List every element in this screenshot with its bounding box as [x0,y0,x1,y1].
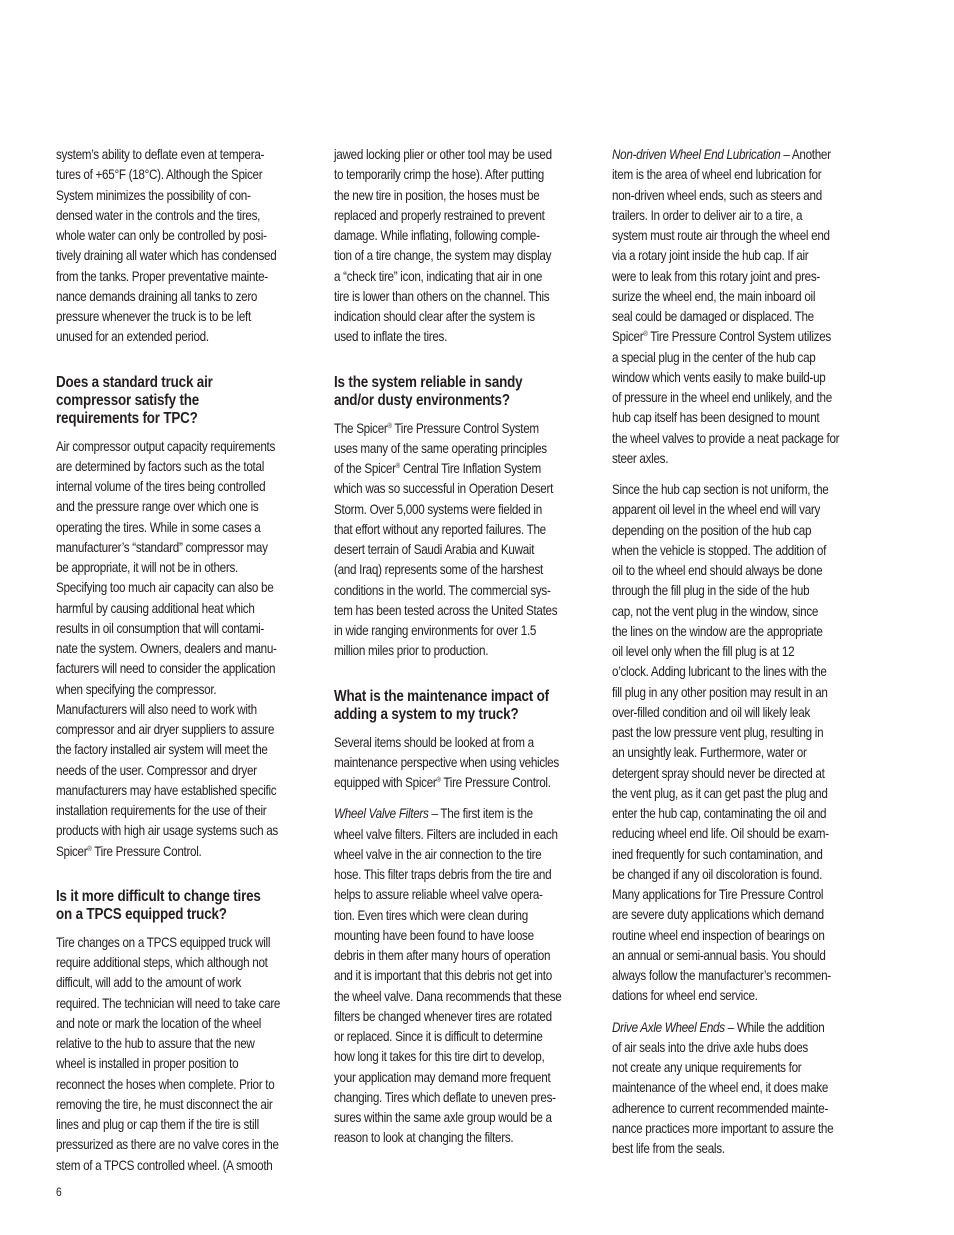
text-line: difficult, will add to the amount of work [56,975,241,991]
text-line: from the tanks. Proper preventative mainte- [56,268,268,284]
c1-paragraph-3 [56,933,318,1176]
text-line: products with high air usage systems such as [56,823,278,839]
text-line: a special plug in the center of the hub cap [612,349,816,365]
text-line: million miles prior to production. [334,643,489,659]
text-line: in wide ranging environments for over 1.5 [334,623,537,638]
text-line: apparent oil level in the wheel end will vary [612,502,821,518]
c2-paragraph-wheel-valve-filters: Wheel Valve Filters – The first item is the wheel valve filters. Filters are included in each wheel valve in the air connection to the tire hose. This filter traps debris from the tire and helps to assure reliable wheel valve opera- tion. Even tires which were clean during mounting have been found to have loose debris in them after many hours of operation and it is important that this debris not get into the wheel valve. Dana recommends that these filters be changed whenever tires are rotated or replaced. Since it is difficult to determine how long it takes for this tire dirt to develop, your application may demand more frequent changing. Tires which deflate to uneven pres- sures within the same axle group would be a reason to look at changing the filters. [334,804,596,1148]
text-line: filters be changed whenever tires are rotated [334,1008,552,1024]
text-line: and the pressure range over which one is [56,499,259,515]
text-line: whole water can only be controlled by posi- [56,228,267,243]
text-line: and note or mark the location of the wheel [56,1015,262,1031]
text-line: which was so successful in Operation Desert [334,481,554,497]
text-line: a “check tire” icon, indicating that air in one [334,268,543,284]
text-line: and/or dusty environments? [334,391,510,409]
text-line: tire is lower than others on the channel. This [334,288,550,304]
text-line: item is the area of wheel end lubrication for [612,167,822,183]
text-line: your application may demand more frequent [334,1069,551,1085]
text-line: Manufacturers will also need to work with [56,701,257,717]
text-line: enter the hub cap, contaminating the oil and [612,806,827,821]
registered-mark: ® [643,331,648,339]
text-line: oil to the wheel end should always be done [612,563,823,578]
text-line: the wheel valves to provide a neat package for [612,430,840,446]
text-line: surize the wheel end, the main inboard oil [612,288,816,304]
text-line: compressor satisfy the [56,391,200,409]
c1-heading-compressor [56,374,318,428]
text-line: operating the tires. While in some cases a [56,519,261,535]
text-line: reason to look at changing the filters. [334,1130,514,1146]
text-line: hose. This filter traps debris from the tire and [334,867,552,882]
text-line: system’s ability to deflate even at tempera- [56,147,265,162]
c2-heading-sandy [334,374,596,410]
registered-mark: ® [395,463,400,470]
text-line: be changed if any oil discoloration is found. [612,866,823,882]
text-line: fill plug in any other position may result in an [612,684,828,700]
text-line: hub cap itself has been designed to mount [612,410,820,426]
text-line: helps to assure reliable wheel valve opera- [334,887,543,903]
text-line: adding a system to my truck? [334,705,519,723]
registered-mark: ® [436,777,441,784]
text-line: sures within the same axle group would be a [334,1110,552,1125]
text-line: be appropriate, it will not be in others. [56,560,238,575]
text-line: reconnect the hoses when complete. Prior to [56,1076,275,1092]
text-line: are severe duty applications which demand [612,907,824,923]
column-2 [334,145,596,1160]
c1-heading-change-tires [56,888,318,924]
text-line: densed water in the controls and the tires, [56,207,261,223]
text-line: to temporarily crimp the hose). After putting [334,167,544,183]
text-line: are determined by factors such as the total [56,458,264,474]
text-line: cap, not the vent plug in the window, since [612,603,819,619]
text-line: wheel is installed in proper position to [56,1056,239,1072]
text-line: oil level only when the fill plug is at 12 [612,644,795,659]
c2-heading-maintenance [334,688,596,724]
text-line: maintenance of the wheel end, it does make [612,1080,829,1096]
text-line: installation requirements for the use of their [56,803,267,818]
text-line: indication should clear after the system is [334,309,535,324]
text-line: over-filled condition and oil will likely leak [612,704,810,720]
text-line: of pressure in the wheel end unlikely, and the [612,390,832,405]
text-line: maintenance perspective when using vehicles [334,754,559,770]
text-line: debris in them after many hours of operation [334,948,551,963]
text-line: tively draining all water which has condensed [56,248,277,264]
text-line: conditions in the world. The commercial sys- [334,582,551,598]
text-line: when the vehicle is stopped. The addition of [612,542,827,558]
c3-paragraph-drive-axle: Drive Axle Wheel Ends – While the addition of air seals into the drive axle hubs does not create any unique requirements for maintenance of the wheel end, it does make adherence to current recommended mainte- nance practices more important to assure the best life from the seals. [612,1018,874,1160]
text-line: routine wheel end inspection of bearings on [612,927,825,943]
text-line: an unsightly leak. Furthermore, water or [612,745,807,761]
column-1 [56,145,318,1187]
registered-mark: ® [87,845,92,853]
text-line: on a TPCS equipped truck? [56,905,227,923]
text-line: non-driven wheel ends, such as steers and [612,187,822,203]
text-line: best life from the seals. [612,1141,725,1156]
text-line: System minimizes the possibility of con- [56,187,251,203]
text-line: steer axles. [612,450,669,466]
column-3 [612,145,874,1170]
text-line: the new tire in position, the hoses must be [334,187,540,203]
text-line: detergent spray should never be directed at [612,765,825,781]
text-line: unused for an extended period. [56,329,209,345]
text-line: Many applications for Tire Pressure Control [612,887,824,902]
c1-paragraph-1 [56,145,318,348]
text-line: changing. Tires which deflate to uneven pres- [334,1089,556,1105]
text-line: of air seals into the drive axle hubs does [612,1039,808,1055]
text-line: always follow the manufacturer’s recommen- [612,968,831,983]
text-line: removing the tire, he must disconnect the air [56,1096,273,1112]
text-line: depending on the position of the hub cap [612,522,812,538]
text-line: required. The technician will need to take care [56,995,281,1011]
text-line: the lines on the window are the appropriate [612,623,823,639]
c3-paragraph-lubrication: Non-driven Wheel End Lubrication – Another item is the area of wheel end lubrication for non-driven wheel ends, such as steers and trailers. In order to deliver air to a tire, a system must route air through the wheel end via a rotary joint inside the hub cap. If air were to leak from this rotary joint and pres- surize the wheel end, the main inboard oil seal could be damaged or displaced. The Spicer® Tire Pressure Control System utilizes a special plug in the center of the hub cap window which vents easily to make build-up of pressure in the wheel end unlikely, and the hub cap itself has been designed to mount the wheel valves to provide a neat package for steer axles. [612,145,874,469]
text-line: jawed locking plier or other tool may be used [334,147,552,162]
text-line: stem of a TPCS controlled wheel. (A smooth [56,1157,273,1173]
text-line: Air compressor output capacity requirements [56,438,276,454]
text-line: tures of +65°F (18°C). Although the Spicer [56,167,263,183]
text-line: lines and plug or cap them if the tire is still [56,1117,259,1132]
text-line: adherence to current recommended mainte- [612,1100,829,1116]
text-line: wheel valve in the air connection to the tire [334,846,542,862]
text-line: o’clock. Adding lubricant to the lines with the [612,664,827,680]
text-line: Since the hub cap section is not uniform, the [612,482,829,497]
text-line: pressure whenever the truck is to be left [56,309,251,324]
text-line: nate the system. Owners, dealers and manu- [56,641,277,656]
text-line: Is the system reliable in sandy [334,373,523,391]
text-line: Several items should be looked at from a [334,734,534,750]
text-line: What is the maintenance impact of [334,687,549,705]
registered-mark: ® [387,422,392,430]
text-line: seal could be damaged or displaced. The [612,309,814,324]
text-line: the vent plug, as it can get past the plug and [612,785,828,801]
text-line: or replaced. Since it is difficult to determine [334,1029,543,1044]
c1-paragraph-2: Air compressor output capacity requirements are determined by factors such as the total internal volume of the tires being controlled and the pressure range over which one is operating the tires. While in some cases a manufacturer’s “standard” compressor may be appropriate, it will not be in others. Specifying too much air capacity can also be harmful by causing additional heat which results in oil consumption that will contami- nate the system. Owners, dealers and manu- facturers will need to consider the application when specifying the compressor. Manufacturers will also need to work with compressor and air dryer suppliers to assure the factory installed air system will meet the needs of the user. Compressor and dryer manufacturers may have established specific installation requirements for the use of their products with high air usage systems such as Spicer® Tire Pressure Control. [56,437,318,862]
text-line: Tire changes on a TPCS equipped truck will [56,934,271,950]
text-line: nance demands draining all tanks to zero [56,288,258,304]
text-line: the wheel valve. Dana recommends that these [334,988,562,1004]
text-line: nance practices more important to assure the [612,1120,834,1136]
c3-paragraph-hub-cap [612,480,874,1007]
text-line: via a rotary joint inside the hub cap. If air [612,248,809,264]
text-line: were to leak from this rotary joint and pres- [612,268,821,284]
text-line: ined frequently for such contamination, and [612,846,823,862]
text-line: used to inflate the tires. [334,329,448,345]
text-line: manufacturer’s “standard” compressor may [56,539,268,555]
text-line: through the fill plug in the side of the hub [612,583,810,599]
text-line: not create any unique requirements for [612,1060,802,1075]
text-line: results in oil consumption that will contami- [56,620,265,636]
text-line: desert terrain of Saudi Arabia and Kuwait [334,542,535,557]
c2-paragraph-3: Several items should be looked at from a maintenance perspective when using vehicles equipped with Spicer® Tire Pressure Control. [334,733,596,794]
text-line: reducing wheel end life. Oil should be exam- [612,826,829,842]
text-line: pressurized as there are no valve cores in the [56,1137,279,1153]
c2-paragraph-1 [334,145,596,348]
text-line: (and Iraq) represents some of the harshest [334,562,543,578]
text-line: compressor and air dryer suppliers to assure [56,722,275,737]
text-line: tem has been tested across the United States [334,602,558,618]
text-line: Is it more difficult to change tires [56,887,261,905]
text-line: past the low pressure vent plug, resulting in [612,725,824,740]
text-line: tion of a tire change, the system may display [334,248,552,264]
text-line: internal volume of the tires being controlled [56,479,266,494]
text-line: and it is important that this debris not get into [334,968,552,984]
text-line: Storm. Over 5,000 systems were fielded in [334,501,542,517]
text-line: an annual or semi-annual basis. You should [612,947,826,963]
text-line: how long it takes for this tire dirt to develop, [334,1049,545,1065]
text-line: tion. Even tires which were clean during [334,907,528,923]
text-line: Specifying too much air capacity can also be [56,580,274,596]
text-line: window which vents easily to make build-up [612,369,826,385]
text-line: requirements for TPC? [56,409,198,427]
text-line: needs of the user. Compressor and dryer [56,762,257,778]
text-line: facturers will need to consider the application [56,661,276,677]
text-line: manufacturers may have established specific [56,782,277,798]
text-line: require additional steps, which although not [56,955,268,970]
text-line: wheel valve filters. Filters are included in each [334,826,558,842]
text-line: harmful by causing additional heat which [56,600,255,616]
text-line: replaced and properly restrained to prevent [334,207,545,223]
text-line: trailers. In order to deliver air to a tire, a [612,207,803,223]
text-line: when specifying the compressor. [56,681,217,697]
text-line: the factory installed air system will meet the [56,742,268,758]
text-line: damage. While inflating, following comple- [334,228,540,243]
text-line: that effort without any reported failures. The [334,521,546,537]
text-line: relative to the hub to assure that the new [56,1036,255,1051]
text-line: system must route air through the wheel end [612,228,830,243]
page-number: 6 [56,1185,62,1199]
c2-paragraph-2: The Spicer® Tire Pressure Control System uses many of the same operating principles of the Spicer® Central Tire Inflation System which was so successful in Operation Desert Storm. Over 5,000 systems were fielded in that effort without any reported failures. The desert terrain of Saudi Arabia and Kuwait (and Iraq) represents some of the harshest conditions in the world. The commercial sys- tem has been tested across the United States in wide ranging environments for over 1.5 million miles prior to production. [334,419,596,662]
text-line: dations for wheel end service. [612,988,758,1004]
text-line: mounting have been found to have loose [334,927,534,943]
text-line: Does a standard truck air [56,373,213,391]
